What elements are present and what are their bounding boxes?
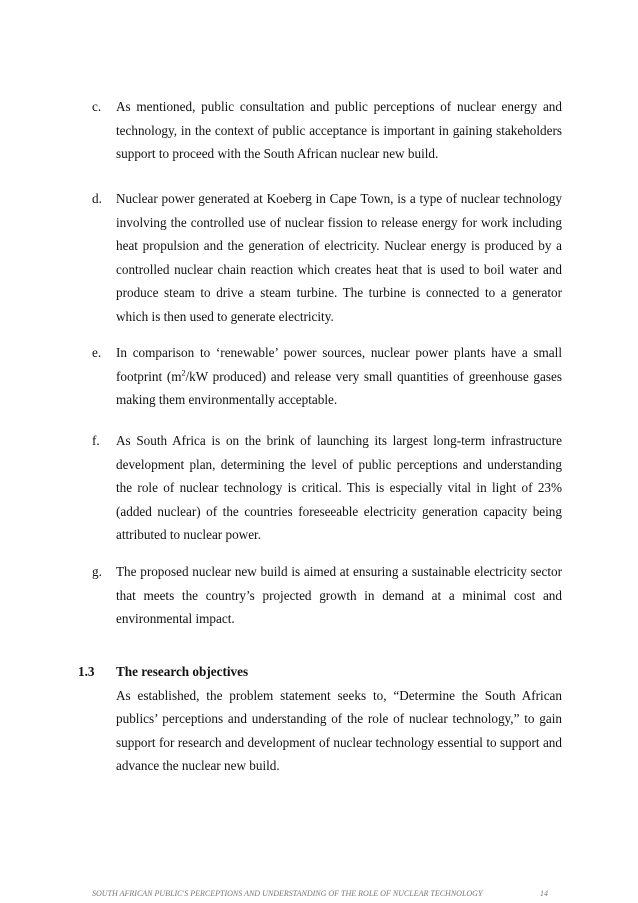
list-item-c	[92, 95, 562, 166]
list-item-text: Nuclear power generated at Koeberg in Cape Town, is a type of nuclear technology involving the controlled use of nuclear fission to release energy for work including heat propulsion and the generation of electricity. Nuclear energy is produced by a controlled nuclear chain reaction which creates heat that is used to boil water and produce steam to drive a steam turbine. The turbine is connected to a generator which is then used to generate electricity.	[116, 191, 562, 324]
section-heading: The research objectives	[116, 664, 249, 679]
list-item-g	[92, 560, 562, 631]
superscript: 2	[181, 368, 186, 378]
running-footer: SOUTH AFRICAN PUBLIC'S PERCEPTIONS AND UNDERSTANDING OF THE ROLE OF NUCLEAR TECHNOLOGY	[92, 889, 483, 898]
list-marker: f.	[92, 433, 100, 448]
list-item-f	[92, 429, 562, 547]
list-marker: c.	[92, 99, 102, 114]
section-number: 1.3	[78, 664, 95, 679]
list-item-e	[92, 341, 562, 412]
list-marker: g.	[92, 564, 102, 579]
list-item-text: The proposed nuclear new build is aimed at ensuring a sustainable electricity sector that meets the country’s projected growth in demand at a minimal cost and environmental impact.	[116, 564, 562, 626]
text-before-superscript: In comparison to ‘renewable’ power sources, nuclear power plants have a small footprint (m	[116, 345, 562, 384]
page-number: 14	[540, 889, 548, 898]
list-marker: e.	[92, 345, 102, 360]
list-item-text: As South Africa is on the brink of launching its largest long-term infrastructure development plan, determining the level of public perceptions and understanding the role of nuclear technology is critical. This is especially vital in light of 23% (added nuclear) of the countries foreseeable electricity generation capacity being attributed to nuclear power.	[116, 433, 562, 542]
list-item-d	[92, 187, 562, 328]
section-body: As established, the problem statement seeks to, “Determine the South African publics’ perceptions and understanding of the role of nuclear technology,” to gain support for research and development of nuclear technology essential to support and advance the nuclear new build.	[116, 687, 562, 773]
list-marker: d.	[92, 191, 102, 206]
list-item-text: As mentioned, public consultation and public perceptions of nuclear energy and technology, in the context of public acceptance is important in gaining stakeholders support to proceed with the South African nuclear new build.	[116, 99, 562, 161]
list-item-text	[116, 341, 562, 412]
text-after-superscript: /kW produced) and release very small quantities of greenhouse gases making them environmentally acceptable.	[116, 368, 562, 407]
section-research-objectives	[78, 660, 562, 778]
